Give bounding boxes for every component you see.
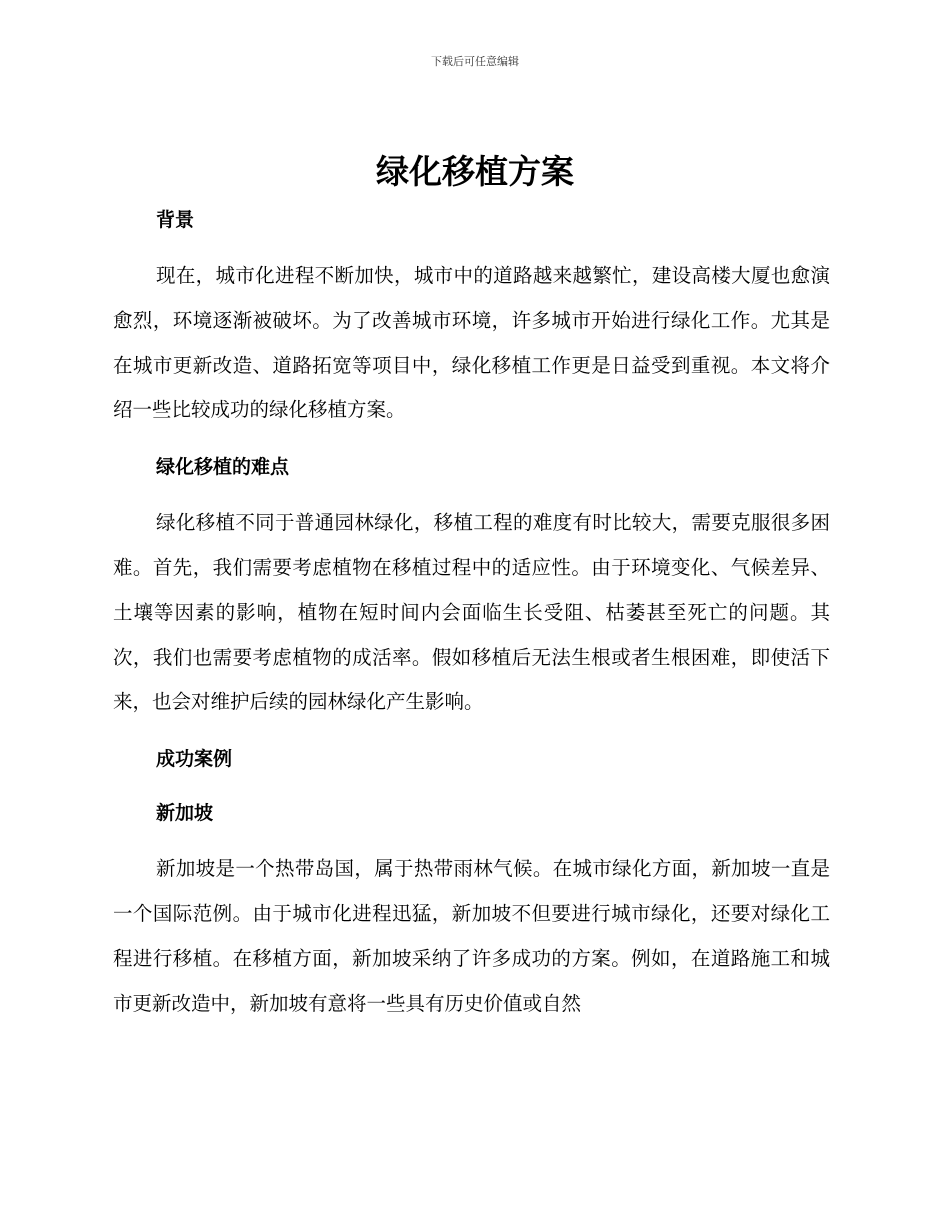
section-paragraph: 新加坡是一个热带岛国，属于热带雨林气候。在城市绿化方面，新加坡一直是一个国际范例。由于城市化进程迅猛，新加坡不但要进行城市绿化，还要对绿化工程进行移植。在移植方面，新加坡采纳了许多成功的方案。例如，在道路施工和城市更新改造中，新加坡有意将一些具有历史价值或自然: [113, 857, 830, 1015]
section-heading: 新加坡: [156, 802, 214, 825]
section-paragraph: 绿化移植不同于普通园林绿化，移植工程的难度有时比较大，需要克服很多困难。首先，我们需要考虑植物在移植过程中的适应性。由于环境变化、气候差异、土壤等因素的影响，植物在短时间内会面临生长受阻、枯萎甚至死亡的问题。其次，我们也需要考虑植物的成活率。假如移植后无法生根或者生根困难，即使活下来，也会对维护后续的园林绿化产生影响。: [113, 511, 830, 714]
document-body: [113, 200, 830, 1026]
section-heading: 绿化移植的难点: [156, 456, 290, 479]
section-singapore: [113, 793, 830, 1026]
section-difficulties: [113, 447, 830, 725]
document-title: 绿化移植方案: [376, 152, 574, 191]
section-heading: 成功案例: [156, 748, 233, 771]
section-heading: 背景: [156, 209, 195, 231]
section-success-cases: [113, 739, 830, 779]
section-background: [113, 200, 830, 433]
section-paragraph: 现在，城市化进程不断加快，城市中的道路越来越繁忙，建设高楼大厦也愈演愈烈，环境逐渐被破坏。为了改善城市环境，许多城市开始进行绿化工作。尤其是在城市更新改造、道路拓宽等项目中，绿化移植工作更是日益受到重视。本文将介绍一些比较成功的绿化移植方案。: [113, 264, 830, 422]
header-note: 下载后可任意编辑: [431, 55, 519, 68]
